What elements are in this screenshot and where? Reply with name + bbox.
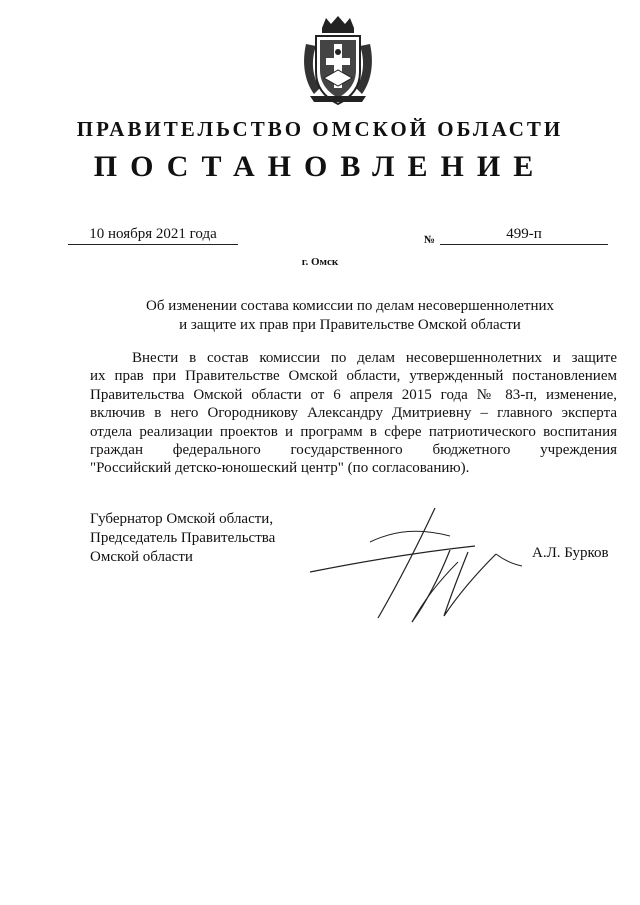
body-line: отдела реализации проектов и программ в сфере патриотического воспитания xyxy=(90,423,617,440)
body-line: Внести в состав комиссии по делам несовершеннолетних и защите xyxy=(132,350,617,366)
document-number-label: № xyxy=(424,234,436,246)
signatory-title-line: Председатель Правительства xyxy=(90,530,276,546)
body-line: граждан федерального государственного бюджетного учреждения xyxy=(90,442,617,459)
coat-of-arms-icon xyxy=(300,14,376,106)
signatory-title-line: Губернатор Омской области, xyxy=(90,511,274,527)
body-line: включив в него Огородникову Александру Дмитриевну – главного эксперта xyxy=(90,405,617,422)
document-date: 10 ноября 2021 года xyxy=(68,226,238,245)
subject-line: и защите их прав при Правительстве Омской области xyxy=(179,317,521,333)
signatory-title-line: Омской области xyxy=(90,549,193,565)
document-number: 499-п xyxy=(440,226,608,245)
signature-icon xyxy=(300,500,540,630)
signatory-title xyxy=(90,510,275,567)
document-subject xyxy=(120,297,580,335)
body-line: Правительства Омской области от 6 апреля 2015 года № 83-п, изменение, xyxy=(90,386,617,403)
signatory-name: А.Л. Бурков xyxy=(532,545,609,561)
document-type: ПОСТАНОВЛЕНИЕ xyxy=(93,150,547,183)
document-city: г. Омск xyxy=(301,256,339,268)
body-line: "Российский детско-юношеский центр" (по согласованию). xyxy=(90,460,470,477)
body-line: их прав при Правительстве Омской области, утвержденный постановлением xyxy=(90,368,617,385)
organization-name: ПРАВИТЕЛЬСТВО ОМСКОЙ ОБЛАСТИ xyxy=(76,117,564,141)
subject-line: Об изменении состава комиссии по делам несовершеннолетних xyxy=(145,298,555,314)
document-body xyxy=(90,349,617,478)
